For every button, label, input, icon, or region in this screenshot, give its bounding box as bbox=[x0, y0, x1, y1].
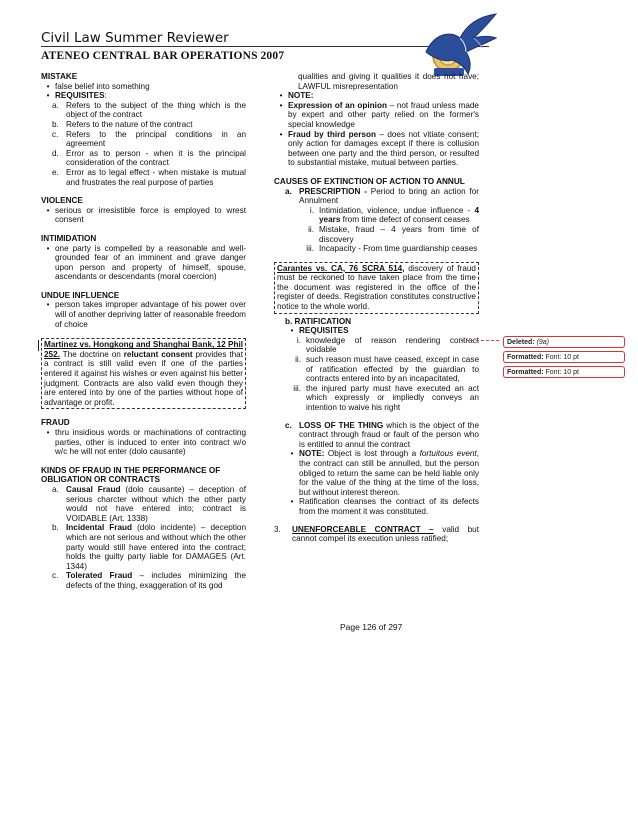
text-cursor bbox=[38, 340, 39, 351]
list-item-text: NOTE: bbox=[288, 91, 314, 101]
heading-kinds-of-fraud: KINDS OF FRAUD IN THE PERFORMANCE OF OBLIGATION OR CONTRACTS bbox=[41, 465, 221, 485]
list-item bbox=[274, 206, 479, 225]
list-item-text: Fraud by third person – does not vitiate consent; only action for damages except if there is collusion between one party and the third person, or resulted to substantial mistake, mutual between parties. bbox=[288, 129, 479, 168]
bullet-icon: • bbox=[46, 81, 50, 91]
list-item bbox=[41, 91, 246, 101]
list-marker: b. bbox=[52, 119, 59, 129]
list-item-text: thru insidious words or machinations of contracting parties, other is induced to enter into contract w/o w/c he will not enter (dolo causante) bbox=[55, 428, 246, 457]
left-column bbox=[41, 72, 246, 591]
case-emphasis: reluctant consent bbox=[123, 349, 193, 359]
list-item-text: NOTE: Object is lost through a fortuitous event, the contract can still be annulled, but the person obliged to return the same can be held liable only for the value of the thing at the time of the loss, but without interest thereon. bbox=[299, 449, 479, 497]
list-marker: c. bbox=[285, 420, 292, 430]
list-item-text: Incidental Fraud (dolo incidente) – deception which are not serious and without which the other party would still have entered into the contract; holds the guilty party liable for DAMAGES (Art. 1344) bbox=[66, 523, 246, 571]
list-item bbox=[41, 244, 246, 282]
list-item bbox=[41, 82, 246, 92]
list-item-text: Error as to person - when it is the principal consideration of the contract bbox=[66, 148, 246, 168]
bullet-icon: • bbox=[290, 497, 294, 507]
list-item-text: Ratification cleanses the contract of its defects from the moment it was constituted. bbox=[299, 497, 479, 516]
bullet-icon: • bbox=[290, 326, 294, 336]
bullet-icon: • bbox=[279, 129, 283, 139]
list-marker: i. bbox=[309, 205, 314, 215]
list-marker: ii. bbox=[295, 355, 301, 365]
list-item-text: PRESCRIPTION - Period to bring an action for Annulment bbox=[299, 186, 479, 206]
list-item bbox=[274, 336, 479, 355]
list-item-text: REQUISITES bbox=[299, 326, 349, 336]
bullet-icon: • bbox=[46, 300, 50, 310]
list-marker: c. bbox=[52, 571, 59, 581]
list-item bbox=[274, 421, 479, 450]
heading-fraud: FRAUD bbox=[41, 418, 70, 428]
comment-connector-line bbox=[461, 340, 499, 341]
case-box-martinez bbox=[41, 338, 246, 409]
prescription-list bbox=[274, 206, 479, 254]
list-item bbox=[41, 168, 246, 187]
list-marker: iii. bbox=[293, 383, 301, 393]
list-marker: a. bbox=[285, 186, 292, 196]
revision-balloon-formatted[interactable]: Formatted: Font: 10 pt bbox=[503, 366, 625, 378]
revision-balloon-formatted[interactable]: Formatted: Font: 10 pt bbox=[503, 351, 625, 363]
list-marker: i. bbox=[296, 335, 301, 345]
case-text: The doctrine on bbox=[59, 349, 124, 359]
list-item bbox=[274, 72, 479, 91]
page-number: Page 126 of 297 bbox=[340, 622, 403, 632]
mistake-requisites-list bbox=[41, 101, 246, 187]
list-item-text: qualities and giving it qualities it does not have; LAWFUL misrepresentation bbox=[298, 72, 479, 91]
list-item-text: Incapacity - From time guardianship ceases bbox=[319, 244, 478, 254]
list-marker: a. bbox=[52, 484, 59, 494]
list-item bbox=[274, 130, 479, 168]
list-item-text: Expression of an opinion – not fraud unless made by expert and other party relied on the former's special knowledge bbox=[288, 100, 479, 129]
bullet-icon: • bbox=[279, 91, 283, 101]
list-item bbox=[41, 101, 246, 120]
case-text: provides that a contract is still valid even if one of the parties entered it against his wishes or even against his better judgment. Contracts are also valid even though they are entered into by one of the parties without hope of advantage or profit. bbox=[44, 349, 244, 407]
list-item-text: the injured party must have executed an act which expressly or impliedly conveys an intention to waive his right bbox=[306, 383, 479, 412]
heading-intimidation: INTIMIDATION bbox=[41, 233, 97, 243]
list-marker: e. bbox=[52, 167, 59, 177]
list-item-text: Refers to the nature of the contract bbox=[66, 119, 193, 129]
bullet-icon: • bbox=[279, 100, 283, 110]
case-citation: Martinez vs. Hongkong and Shanghai Bank, 12 Phil 252. bbox=[44, 340, 243, 359]
list-item-text: Intimidation, violence, undue influence - 4 years from time defect of consent ceases bbox=[319, 205, 479, 225]
case-text: discovery of fraud must be reckoned to have taken place from the time the document was registered in the office of the register of deeds. Registration constitutes constructive notice to the whole world. bbox=[277, 263, 476, 312]
case-box-carantes bbox=[274, 262, 479, 314]
list-item bbox=[274, 497, 479, 516]
list-item-text: knowledge of reason rendering contract voidable bbox=[306, 335, 479, 355]
list-item bbox=[274, 355, 479, 384]
bullet-icon: • bbox=[46, 205, 50, 215]
heading-undue-influence: UNDUE INFLUENCE bbox=[41, 290, 120, 300]
list-item-text: serious or irresistible force is employed to wrest consent bbox=[55, 205, 246, 225]
list-item bbox=[41, 485, 246, 523]
list-item bbox=[274, 91, 479, 101]
heading-causes-of-extinction: CAUSES OF EXTINCTION OF ACTION TO ANNUL bbox=[274, 176, 465, 186]
list-item-text: REQUISITES: bbox=[55, 91, 107, 101]
list-item bbox=[274, 384, 479, 413]
list-marker: d. bbox=[52, 148, 59, 158]
list-item bbox=[274, 525, 479, 544]
heading-mistake: MISTAKE bbox=[41, 72, 78, 81]
list-item-text: Refers to the subject of the thing which is the object of the contract bbox=[66, 100, 246, 120]
ratification-list bbox=[274, 336, 479, 413]
list-item-text: Causal Fraud (dolo causante) – deception of serious charcter without which the other party would not have entered into; contract is VOIDABLE (Art. 1338) bbox=[66, 484, 246, 523]
list-item-text: such reason must have ceased, except in case of ratification effected by the guardian to contracts entered into by an incapacitated, bbox=[306, 355, 479, 384]
bullet-icon: • bbox=[290, 449, 294, 459]
list-item bbox=[274, 326, 479, 336]
list-item bbox=[41, 571, 246, 590]
list-marker: ii. bbox=[308, 224, 314, 234]
list-marker: a. bbox=[52, 100, 59, 110]
right-column bbox=[274, 72, 479, 544]
list-item bbox=[274, 225, 479, 244]
list-item bbox=[41, 428, 246, 457]
bullet-icon: • bbox=[46, 91, 50, 101]
bullet-icon: • bbox=[46, 428, 50, 437]
bullet-icon: • bbox=[46, 243, 50, 253]
list-item bbox=[41, 523, 246, 571]
list-item bbox=[274, 449, 479, 497]
list-item bbox=[274, 101, 479, 130]
list-item-text: person takes improper advantage of his power over will of another depriving latter of reasonable freedom of choice bbox=[55, 300, 246, 329]
list-item bbox=[41, 120, 246, 130]
list-item-text: Mistake, fraud – 4 years from time of discovery bbox=[319, 224, 479, 244]
case-citation: Carantes vs. CA, 76 SCRA 514, bbox=[277, 263, 405, 273]
list-item-text: b. RATIFICATION bbox=[285, 316, 352, 326]
list-marker: 3. bbox=[274, 524, 281, 534]
list-item-text: Refers to the principal conditions in an agreement bbox=[66, 129, 246, 149]
list-marker: iii. bbox=[306, 244, 314, 254]
list-item bbox=[41, 206, 246, 225]
list-item-text: one party is compelled by a reasonable and well-grounded fear of an imminent and grave danger upon person and property of himself, spouse, ascendants or descendants (moral coercion) bbox=[55, 243, 246, 282]
list-item-text: false belief into something bbox=[55, 81, 150, 91]
list-item-text: Error as to legal effect - when mistake is mutual and frustrates the real purpose of parties bbox=[66, 167, 246, 187]
revision-balloon-deleted[interactable]: Deleted: (9a) bbox=[503, 336, 625, 348]
list-item bbox=[274, 187, 479, 206]
running-header-subtitle: ATENEO CENTRAL BAR OPERATIONS 2007 bbox=[41, 50, 285, 62]
list-item bbox=[41, 130, 246, 149]
list-item bbox=[41, 149, 246, 168]
list-marker: c. bbox=[52, 129, 59, 139]
list-marker: b. bbox=[52, 523, 59, 533]
list-item-text: Tolerated Fraud – includes minimizing the defects of the thing, exaggeration of its god bbox=[66, 571, 246, 590]
heading-violence: VIOLENCE bbox=[41, 196, 83, 206]
list-item-text: UNENFORCEABLE CONTRACT – valid but cannot compel its execution unless ratified; bbox=[292, 524, 479, 544]
list-item bbox=[274, 317, 479, 327]
list-item bbox=[41, 300, 246, 329]
list-item-text: LOSS OF THE THING which is the object of the contract through fraud or fault of the person who is entitled to annul the contract bbox=[299, 420, 479, 449]
list-item bbox=[274, 244, 479, 254]
running-header-title: Civil Law Summer Reviewer bbox=[41, 30, 229, 46]
